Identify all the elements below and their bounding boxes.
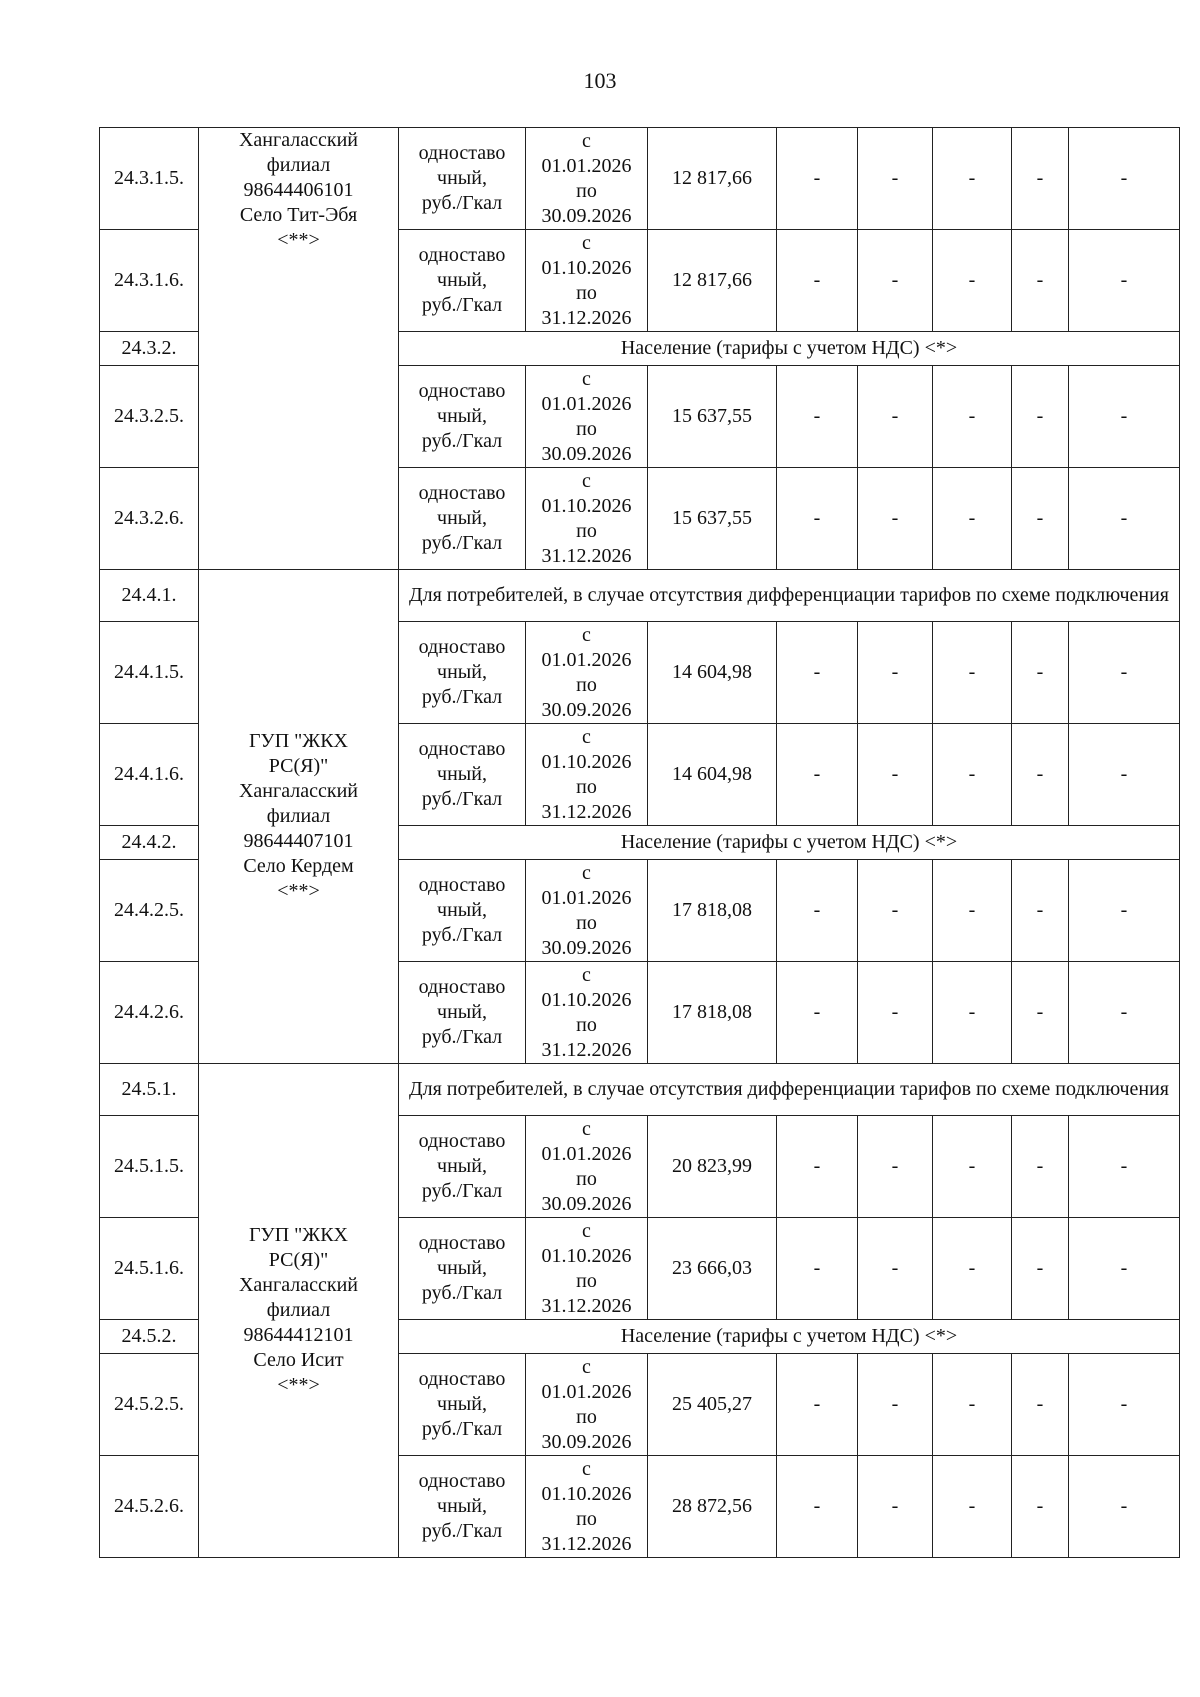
period-cell xyxy=(526,128,648,230)
period-line: 30.09.2026 xyxy=(541,1430,632,1453)
row-number: 24.5.2. xyxy=(100,1320,199,1354)
period-line: с xyxy=(582,469,591,492)
category-label: Для потребителей, в случае отсутствия дифференциации тарифов по схеме подключения xyxy=(399,570,1180,622)
tariff-kind-line: чный, xyxy=(437,763,487,785)
empty-value-cell: - xyxy=(1012,366,1069,468)
empty-value-cell: - xyxy=(1012,860,1069,962)
tariff-kind-cell xyxy=(399,724,526,826)
period-line: 01.01.2026 xyxy=(541,154,632,177)
tariff-kind-line: чный, xyxy=(437,1495,487,1517)
tariff-kind-cell xyxy=(399,1116,526,1218)
organization-line: РС(Я)" xyxy=(268,755,329,777)
empty-value-cell: - xyxy=(858,1354,933,1456)
empty-value-cell: - xyxy=(933,1218,1012,1320)
period-line: 31.12.2026 xyxy=(541,1294,632,1317)
organization-line: Село Исит xyxy=(253,1349,344,1371)
organization-line: Село Тит-Эбя xyxy=(239,204,358,226)
tariff-kind-line: чный, xyxy=(437,269,487,291)
row-number: 24.4.1.5. xyxy=(100,622,199,724)
tariff-kind-line: одноставо xyxy=(418,1130,506,1152)
row-number: 24.4.1.6. xyxy=(100,724,199,826)
empty-value-cell: - xyxy=(1012,1116,1069,1218)
organization-line: ГУП "ЖКХ xyxy=(248,1224,349,1246)
period-line: с xyxy=(582,367,591,390)
period-cell xyxy=(526,468,648,570)
tariff-value: 23 666,03 xyxy=(648,1218,777,1320)
tariff-value: 12 817,66 xyxy=(648,230,777,332)
tariff-kind-cell xyxy=(399,230,526,332)
period-line: 01.10.2026 xyxy=(541,988,632,1011)
period-line: по xyxy=(576,417,597,440)
empty-value-cell: - xyxy=(933,230,1012,332)
period-line: с xyxy=(582,129,591,152)
tariff-value: 25 405,27 xyxy=(648,1354,777,1456)
empty-value-cell: - xyxy=(858,724,933,826)
period-line: 31.12.2026 xyxy=(541,1532,632,1555)
period-line: 01.01.2026 xyxy=(541,1142,632,1165)
period-line: 01.10.2026 xyxy=(541,494,632,517)
tariff-kind-cell xyxy=(399,860,526,962)
organization-cell xyxy=(199,570,399,1064)
tariff-kind-line: одноставо xyxy=(418,380,506,402)
page-number: 103 xyxy=(583,68,617,93)
period-line: 30.09.2026 xyxy=(541,204,632,227)
organization-cell xyxy=(199,128,399,570)
category-label: Для потребителей, в случае отсутствия дифференциации тарифов по схеме подключения xyxy=(399,1064,1180,1116)
organization-line: <**> xyxy=(277,880,320,902)
tariff-kind-cell xyxy=(399,128,526,230)
empty-value-cell: - xyxy=(933,366,1012,468)
category-row xyxy=(100,1064,1180,1116)
tariff-kind-line: одноставо xyxy=(418,874,506,896)
empty-value-cell: - xyxy=(858,860,933,962)
empty-value-cell: - xyxy=(858,962,933,1064)
organization-line: <**> xyxy=(277,1374,320,1396)
period-line: с xyxy=(582,1355,591,1378)
period-line: с xyxy=(582,1219,591,1242)
tariff-kind-line: одноставо xyxy=(418,1368,506,1390)
organization-line: 98644407101 xyxy=(243,830,354,852)
period-line: с xyxy=(582,725,591,748)
empty-value-cell: - xyxy=(1069,962,1180,1064)
organization-line: Хангаласский xyxy=(238,129,358,151)
empty-value-cell: - xyxy=(777,1218,858,1320)
empty-value-cell: - xyxy=(777,128,858,230)
period-cell xyxy=(526,860,648,962)
period-line: по xyxy=(576,1013,597,1036)
empty-value-cell: - xyxy=(1069,1456,1180,1558)
empty-value-cell: - xyxy=(933,1116,1012,1218)
empty-value-cell: - xyxy=(1012,128,1069,230)
tariff-kind-cell xyxy=(399,622,526,724)
empty-value-cell: - xyxy=(777,366,858,468)
tariff-kind-cell xyxy=(399,1456,526,1558)
period-line: по xyxy=(576,1269,597,1292)
row-number: 24.3.2.6. xyxy=(100,468,199,570)
empty-value-cell: - xyxy=(858,366,933,468)
tariff-kind-line: чный, xyxy=(437,1001,487,1023)
period-line: 31.12.2026 xyxy=(541,306,632,329)
empty-value-cell: - xyxy=(1069,622,1180,724)
row-number: 24.4.1. xyxy=(100,570,199,622)
tariff-kind-line: чный, xyxy=(437,899,487,921)
row-number: 24.5.2.5. xyxy=(100,1354,199,1456)
empty-value-cell: - xyxy=(777,230,858,332)
period-line: с xyxy=(582,623,591,646)
empty-value-cell: - xyxy=(933,468,1012,570)
organization-cell xyxy=(199,1064,399,1558)
period-line: 01.10.2026 xyxy=(541,750,632,773)
empty-value-cell: - xyxy=(777,962,858,1064)
period-line: по xyxy=(576,281,597,304)
period-line: 31.12.2026 xyxy=(541,1038,632,1061)
row-number: 24.3.2. xyxy=(100,332,199,366)
tariff-kind-line: одноставо xyxy=(418,244,506,266)
tariff-kind-line: чный, xyxy=(437,1393,487,1415)
tariff-value: 14 604,98 xyxy=(648,622,777,724)
empty-value-cell: - xyxy=(777,1354,858,1456)
tariff-kind-line: руб./Гкал xyxy=(421,924,503,946)
period-line: по xyxy=(576,1167,597,1190)
organization-line: 98644406101 xyxy=(243,179,354,201)
period-line: 01.01.2026 xyxy=(541,886,632,909)
tariff-value: 20 823,99 xyxy=(648,1116,777,1218)
tariff-kind-line: чный, xyxy=(437,405,487,427)
period-line: по xyxy=(576,1507,597,1530)
tariff-kind-line: чный, xyxy=(437,507,487,529)
tariff-value: 15 637,55 xyxy=(648,468,777,570)
period-line: с xyxy=(582,231,591,254)
tariff-kind-cell xyxy=(399,366,526,468)
empty-value-cell: - xyxy=(1012,468,1069,570)
period-cell xyxy=(526,1218,648,1320)
period-line: 30.09.2026 xyxy=(541,1192,632,1215)
tariff-kind-line: руб./Гкал xyxy=(421,192,503,214)
tariff-kind-line: руб./Гкал xyxy=(421,1520,503,1542)
empty-value-cell: - xyxy=(777,1456,858,1558)
empty-value-cell: - xyxy=(858,622,933,724)
tariff-kind-line: руб./Гкал xyxy=(421,1180,503,1202)
row-number: 24.4.2.6. xyxy=(100,962,199,1064)
empty-value-cell: - xyxy=(933,1354,1012,1456)
tariff-kind-line: руб./Гкал xyxy=(421,1418,503,1440)
empty-value-cell: - xyxy=(1069,468,1180,570)
period-line: 31.12.2026 xyxy=(541,800,632,823)
tariff-kind-line: руб./Гкал xyxy=(421,430,503,452)
period-line: 30.09.2026 xyxy=(541,442,632,465)
tariff-row xyxy=(100,128,1180,230)
empty-value-cell: - xyxy=(1012,1218,1069,1320)
row-number: 24.5.2.6. xyxy=(100,1456,199,1558)
empty-value-cell: - xyxy=(858,1116,933,1218)
empty-value-cell: - xyxy=(1069,860,1180,962)
tariff-value: 12 817,66 xyxy=(648,128,777,230)
category-label: Население (тарифы с учетом НДС) <*> xyxy=(399,332,1180,366)
organization-line: Село Кердем xyxy=(243,855,354,877)
category-row xyxy=(100,570,1180,622)
empty-value-cell: - xyxy=(858,1218,933,1320)
tariff-kind-line: чный, xyxy=(437,1257,487,1279)
empty-value-cell: - xyxy=(933,128,1012,230)
empty-value-cell: - xyxy=(1012,622,1069,724)
tariff-value: 15 637,55 xyxy=(648,366,777,468)
tariff-kind-line: одноставо xyxy=(418,976,506,998)
empty-value-cell: - xyxy=(858,1456,933,1558)
row-number: 24.3.1.6. xyxy=(100,230,199,332)
period-line: по xyxy=(576,911,597,934)
row-number: 24.5.1. xyxy=(100,1064,199,1116)
period-line: с xyxy=(582,963,591,986)
tariff-kind-line: руб./Гкал xyxy=(421,294,503,316)
tariff-value: 14 604,98 xyxy=(648,724,777,826)
row-number: 24.3.2.5. xyxy=(100,366,199,468)
row-number: 24.4.2.5. xyxy=(100,860,199,962)
empty-value-cell: - xyxy=(933,622,1012,724)
tariff-kind-line: одноставо xyxy=(418,1232,506,1254)
period-line: 01.01.2026 xyxy=(541,648,632,671)
tariff-kind-line: одноставо xyxy=(418,636,506,658)
empty-value-cell: - xyxy=(777,468,858,570)
tariff-kind-line: одноставо xyxy=(418,142,506,164)
organization-line: <**> xyxy=(277,229,320,251)
empty-value-cell: - xyxy=(1069,724,1180,826)
tariff-kind-line: руб./Гкал xyxy=(421,1282,503,1304)
organization-line: Хангаласский xyxy=(238,1274,358,1296)
empty-value-cell: - xyxy=(1012,962,1069,1064)
period-line: с xyxy=(582,1457,591,1480)
organization-line: ГУП "ЖКХ xyxy=(248,730,349,752)
empty-value-cell: - xyxy=(933,860,1012,962)
empty-value-cell: - xyxy=(1069,230,1180,332)
organization-line: филиал xyxy=(266,1299,331,1321)
tariff-kind-line: руб./Гкал xyxy=(421,1026,503,1048)
period-cell xyxy=(526,622,648,724)
period-cell xyxy=(526,724,648,826)
period-line: 01.10.2026 xyxy=(541,1244,632,1267)
empty-value-cell: - xyxy=(858,230,933,332)
empty-value-cell: - xyxy=(1012,230,1069,332)
period-cell xyxy=(526,1354,648,1456)
tariff-kind-line: руб./Гкал xyxy=(421,788,503,810)
period-cell xyxy=(526,962,648,1064)
tariff-kind-line: одноставо xyxy=(418,1470,506,1492)
period-line: по xyxy=(576,179,597,202)
tariff-kind-line: руб./Гкал xyxy=(421,686,503,708)
empty-value-cell: - xyxy=(1012,1354,1069,1456)
period-cell xyxy=(526,1116,648,1218)
period-line: 01.01.2026 xyxy=(541,392,632,415)
period-line: 01.01.2026 xyxy=(541,1380,632,1403)
organization-line: Хангаласский xyxy=(238,780,358,802)
period-line: с xyxy=(582,861,591,884)
empty-value-cell: - xyxy=(1069,128,1180,230)
period-cell xyxy=(526,1456,648,1558)
period-cell xyxy=(526,366,648,468)
row-number: 24.4.2. xyxy=(100,826,199,860)
organization-line: филиал xyxy=(266,154,331,176)
empty-value-cell: - xyxy=(777,860,858,962)
row-number: 24.5.1.6. xyxy=(100,1218,199,1320)
period-line: по xyxy=(576,673,597,696)
tariff-kind-cell xyxy=(399,962,526,1064)
tariff-kind-line: одноставо xyxy=(418,482,506,504)
organization-line: филиал xyxy=(266,805,331,827)
period-line: по xyxy=(576,1405,597,1428)
empty-value-cell: - xyxy=(1069,1354,1180,1456)
row-number: 24.5.1.5. xyxy=(100,1116,199,1218)
empty-value-cell: - xyxy=(1012,724,1069,826)
tariff-kind-line: чный, xyxy=(437,661,487,683)
empty-value-cell: - xyxy=(777,724,858,826)
period-line: по xyxy=(576,775,597,798)
period-line: 30.09.2026 xyxy=(541,936,632,959)
period-cell xyxy=(526,230,648,332)
period-line: 30.09.2026 xyxy=(541,698,632,721)
tariff-kind-line: чный, xyxy=(437,1155,487,1177)
period-line: по xyxy=(576,519,597,542)
tariff-kind-line: одноставо xyxy=(418,738,506,760)
category-label: Население (тарифы с учетом НДС) <*> xyxy=(399,1320,1180,1354)
period-line: 01.10.2026 xyxy=(541,256,632,279)
empty-value-cell: - xyxy=(1069,1218,1180,1320)
tariff-table-body xyxy=(100,128,1180,1558)
tariff-value: 28 872,56 xyxy=(648,1456,777,1558)
empty-value-cell: - xyxy=(933,962,1012,1064)
empty-value-cell: - xyxy=(1069,1116,1180,1218)
period-line: 31.12.2026 xyxy=(541,544,632,567)
period-line: 01.10.2026 xyxy=(541,1482,632,1505)
empty-value-cell: - xyxy=(933,1456,1012,1558)
empty-value-cell: - xyxy=(777,1116,858,1218)
organization-line: РС(Я)" xyxy=(268,1249,329,1271)
empty-value-cell: - xyxy=(1012,1456,1069,1558)
empty-value-cell: - xyxy=(858,128,933,230)
empty-value-cell: - xyxy=(777,622,858,724)
empty-value-cell: - xyxy=(933,724,1012,826)
empty-value-cell: - xyxy=(1069,366,1180,468)
tariff-kind-cell xyxy=(399,1354,526,1456)
row-number: 24.3.1.5. xyxy=(100,128,199,230)
empty-value-cell: - xyxy=(858,468,933,570)
tariff-kind-cell xyxy=(399,468,526,570)
tariff-kind-line: чный, xyxy=(437,167,487,189)
period-line: с xyxy=(582,1117,591,1140)
tariff-value: 17 818,08 xyxy=(648,860,777,962)
category-label: Население (тарифы с учетом НДС) <*> xyxy=(399,826,1180,860)
tariff-value: 17 818,08 xyxy=(648,962,777,1064)
organization-line: 98644412101 xyxy=(243,1324,354,1346)
tariff-table xyxy=(99,127,1180,1558)
tariff-kind-line: руб./Гкал xyxy=(421,532,503,554)
tariff-kind-cell xyxy=(399,1218,526,1320)
